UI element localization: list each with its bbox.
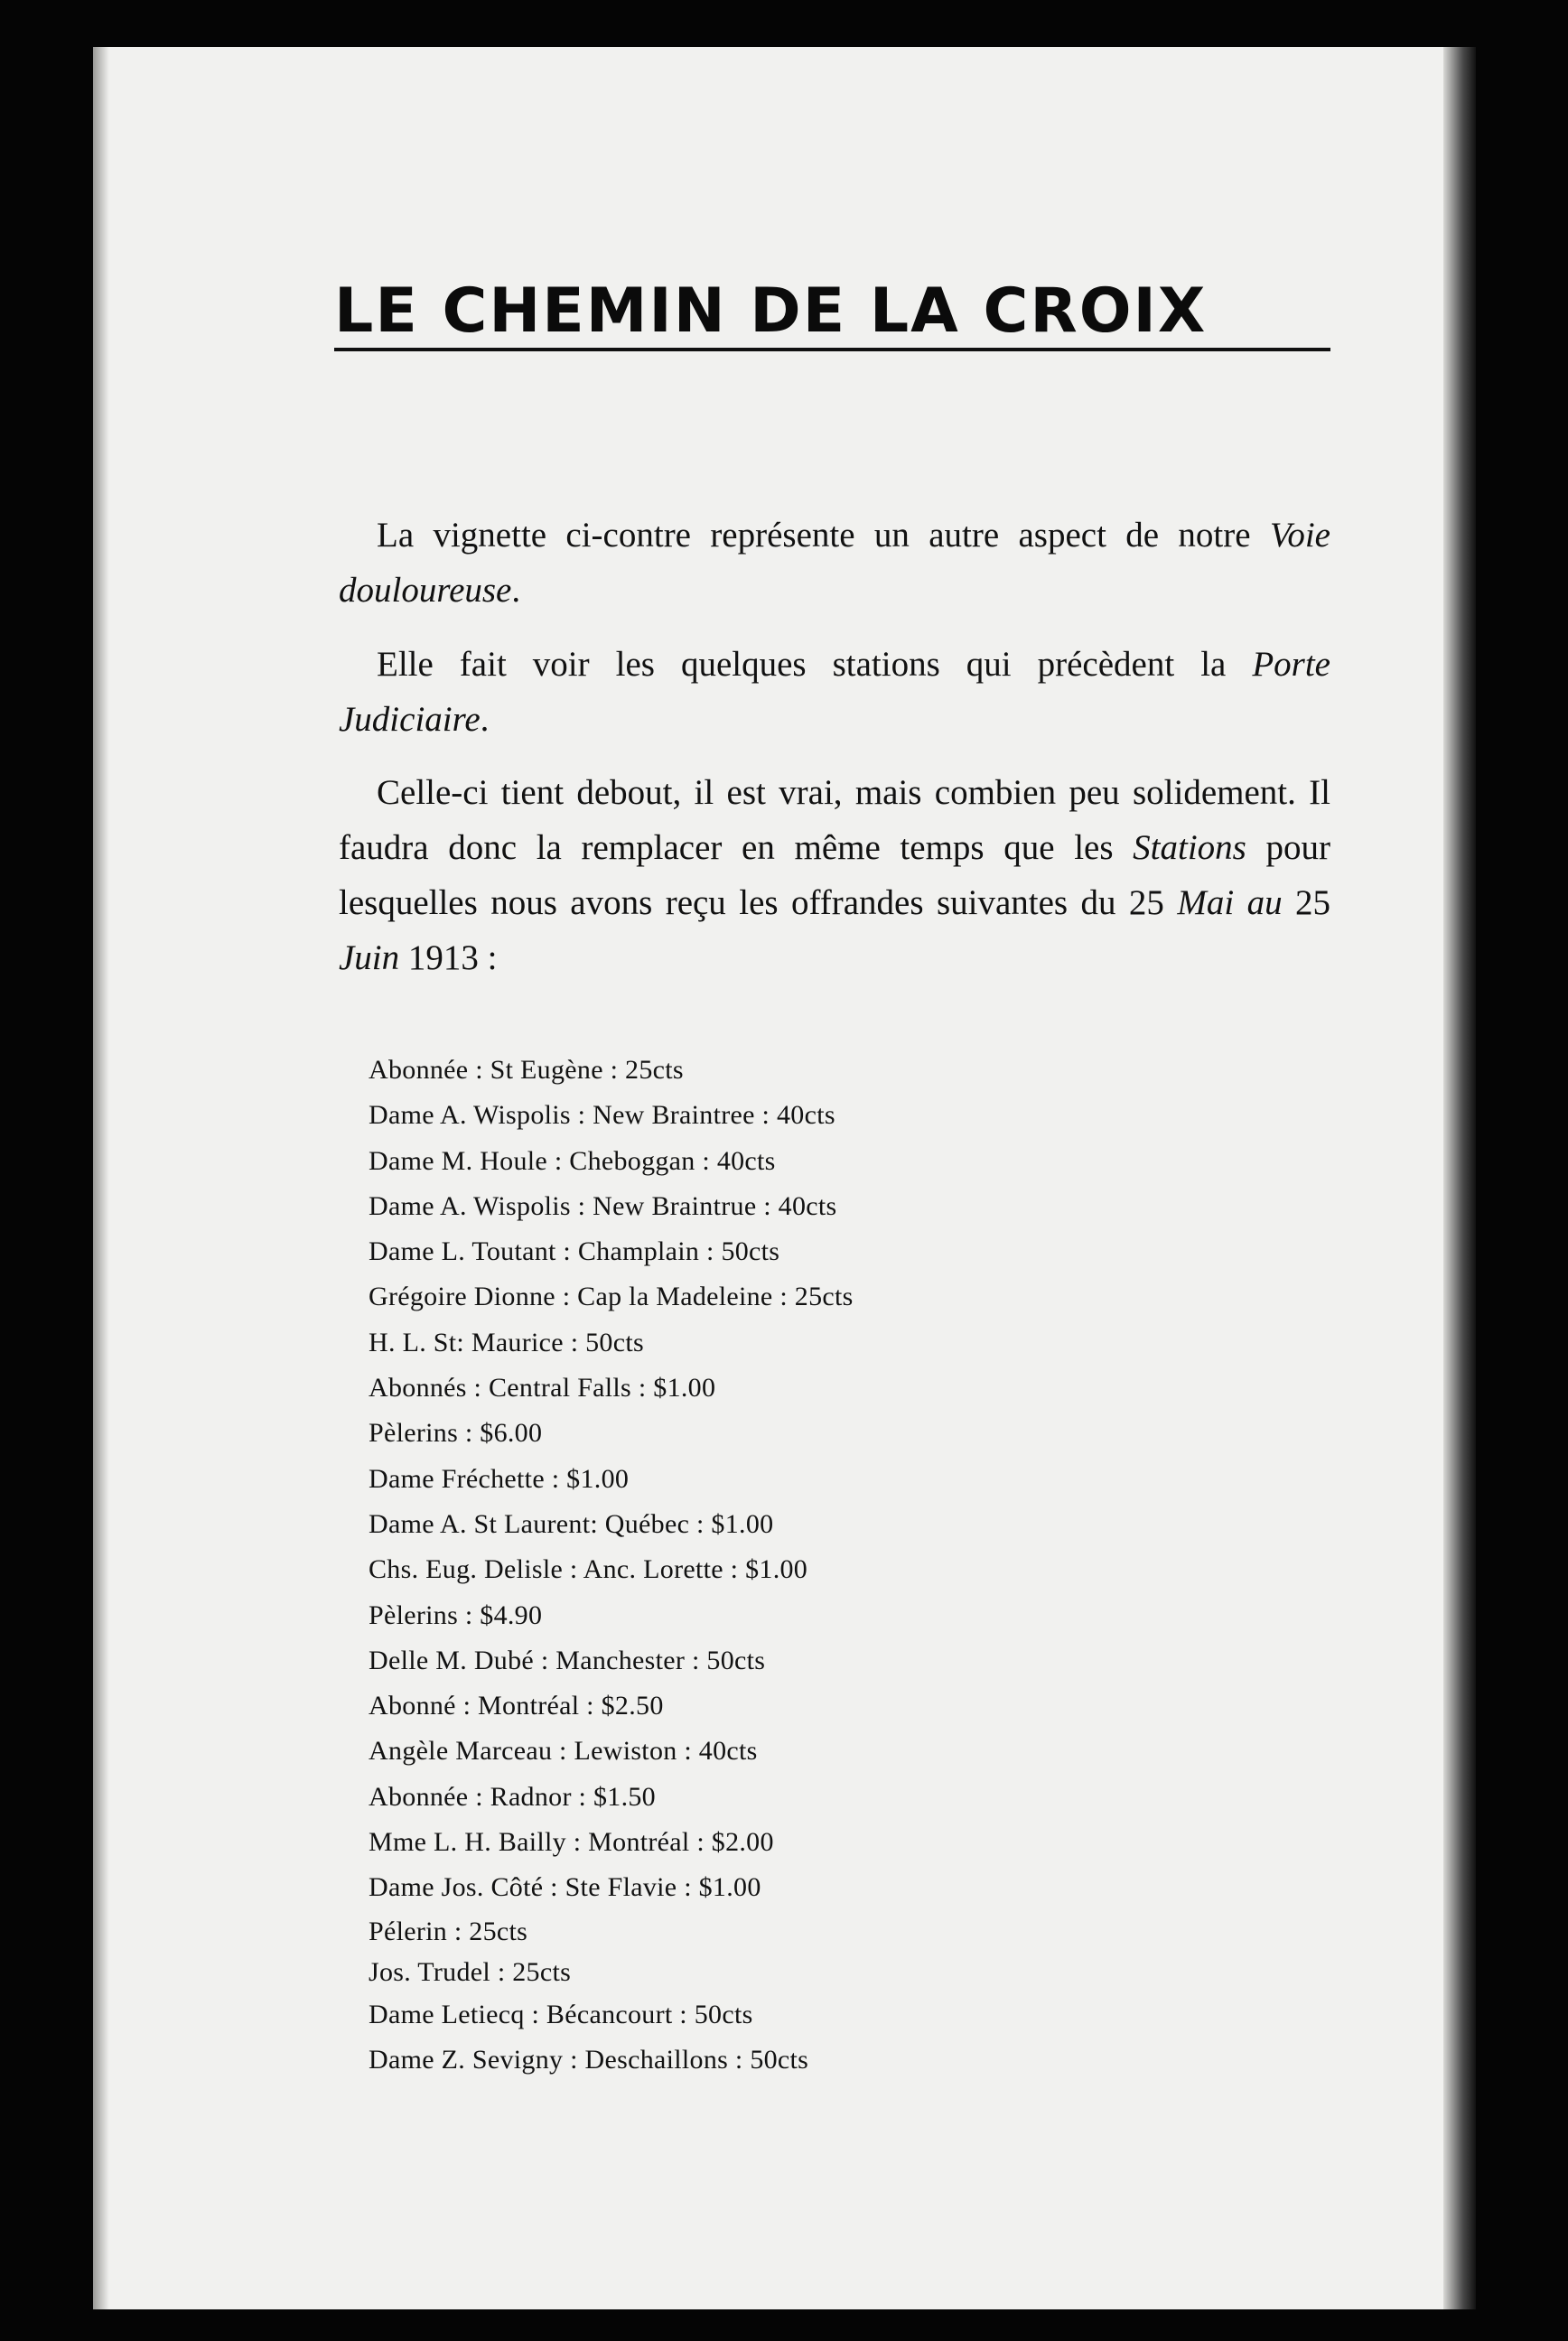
list-item: Dame Fréchette : $1.00 (369, 1463, 630, 1494)
list-item: Dame A. Wispolis : New Braintrue : 40cts (369, 1190, 837, 1221)
title-underline (334, 348, 1330, 351)
list-item: Jos. Trudel : 25cts (369, 1956, 572, 1987)
page-title: LE CHEMIN DE LA CROIX (334, 275, 1208, 347)
list-item: Abonnée : St Eugène : 25cts (369, 1055, 684, 1085)
paragraph-1 (339, 508, 1330, 618)
list-item: Dame Jos. Côté : Ste Flavie : $1.00 (369, 1872, 761, 1903)
list-item: Angèle Marceau : Lewiston : 40cts (369, 1736, 758, 1767)
list-item: Dame A. Wispolis : New Braintree : 40cts (369, 1100, 835, 1131)
paragraph-text: 25 (1282, 883, 1331, 922)
italic-text: Stations (1133, 828, 1246, 867)
italic-text: Juin (339, 938, 400, 977)
list-item: H. L. St: Maurice : 50cts (369, 1327, 644, 1357)
list-item: Abonné : Montréal : $2.50 (369, 1691, 664, 1721)
italic-text: Mai au (1177, 883, 1283, 922)
binding-shadow (1443, 47, 1476, 2309)
list-item: Dame A. St Laurent: Québec : $1.00 (369, 1508, 774, 1539)
offerings-list (369, 1048, 854, 2083)
list-item: Abonnée : Radnor : $1.50 (369, 1781, 656, 1812)
list-item: Dame Z. Sevigny : Deschaillons : 50cts (369, 2044, 809, 2075)
list-item: Chs. Eug. Delisle : Anc. Lorette : $1.00 (369, 1554, 808, 1585)
list-item: Mme L. H. Bailly : Montréal : $2.00 (369, 1827, 774, 1858)
paragraph-text: Elle fait voir les quelques stations qui précèdent la (377, 645, 1253, 684)
list-item: Dame M. Houle : Cheboggan : 40cts (369, 1145, 776, 1176)
list-item: Abonnés : Central Falls : $1.00 (369, 1373, 716, 1404)
italic-text: Porte Judiciaire (339, 645, 1330, 739)
paragraph-text: 1913 : (399, 938, 498, 977)
list-item: Grégoire Dionne : Cap la Madeleine : 25cts (369, 1282, 854, 1312)
paragraph-3 (339, 765, 1330, 985)
page-edge-shadow (93, 47, 109, 2309)
paragraph-text: . (480, 700, 490, 739)
paragraph-text: . (511, 571, 521, 610)
list-item: Pélerin : 25cts (369, 1916, 528, 1946)
paragraph-text: La vignette ci-contre représente un autre aspect de notre (377, 516, 1270, 555)
paragraph-text: Celle-ci tient debout, il est vrai, mais combien peu solidement. Il faudra donc la remplacer en même temps que les (339, 773, 1330, 867)
list-item: Delle M. Dubé : Manchester : 50cts (369, 1645, 766, 1675)
list-item: Pèlerins : $4.90 (369, 1600, 543, 1630)
paragraph-2 (339, 637, 1330, 747)
paragraph-text: pour lesquelles nous avons reçu les offrandes suivantes du 25 (339, 828, 1330, 922)
italic-text: Voie douloureuse (339, 516, 1330, 610)
list-item: Dame Letiecq : Bécancourt : 50cts (369, 1999, 753, 2029)
list-item: Dame L. Toutant : Champlain : 50cts (369, 1236, 780, 1267)
list-item: Pèlerins : $6.00 (369, 1418, 543, 1449)
